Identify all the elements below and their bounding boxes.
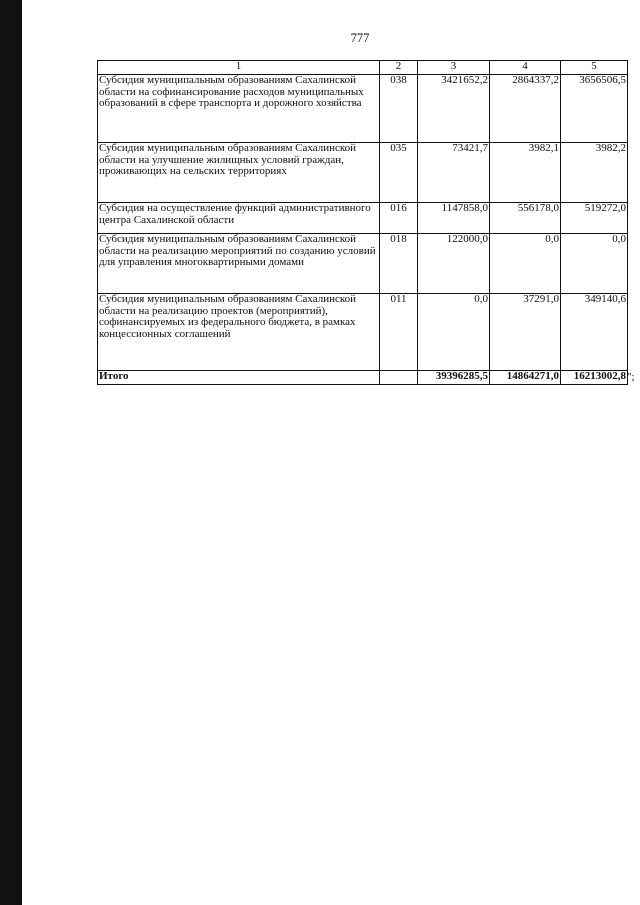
row-value-3: 3421652,2 [418, 75, 490, 143]
total-value-3: 39396285,5 [418, 371, 490, 385]
row-value-3: 122000,0 [418, 234, 490, 294]
header-col-5: 5 [561, 61, 628, 75]
row-value-4: 0,0 [490, 234, 561, 294]
table-row [98, 294, 628, 371]
row-code: 018 [380, 234, 418, 294]
row-value-5: 3982,2 [561, 143, 628, 203]
row-value-5: 3656506,5 [561, 75, 628, 143]
header-col-4: 4 [490, 61, 561, 75]
row-code: 035 [380, 143, 418, 203]
row-name: Субсидия муниципальным образованиям Сахалинской области на реализацию проектов (мероприятий), софинансируемых из федерального бюджета, в рамках концессионных соглашений [98, 294, 380, 371]
row-code: 038 [380, 75, 418, 143]
row-name: Субсидия на осуществление функций административного центра Сахалинской области [98, 203, 380, 234]
scan-edge [0, 0, 22, 905]
row-value-5: 349140,6 [561, 294, 628, 371]
subsidy-table [97, 60, 628, 385]
header-col-3: 3 [418, 61, 490, 75]
row-value-5: 519272,0 [561, 203, 628, 234]
table-row [98, 75, 628, 143]
row-value-4: 3982,1 [490, 143, 561, 203]
row-code: 011 [380, 294, 418, 371]
row-code: 016 [380, 203, 418, 234]
table-row [98, 143, 628, 203]
header-col-1: 1 [98, 61, 380, 75]
row-name: Субсидия муниципальным образованиям Сахалинской области на софинансирование расходов муниципальных образований в сфере транспорта и дорожного хозяйства [98, 75, 380, 143]
row-value-3: 1147858,0 [418, 203, 490, 234]
row-value-4: 37291,0 [490, 294, 561, 371]
table-row [98, 203, 628, 234]
total-value-4: 14864271,0 [490, 371, 561, 385]
total-code-empty [380, 371, 418, 385]
row-name: Субсидия муниципальным образованиям Сахалинской области на улучшение жилищных условий граждан, проживающих на сельских территориях [98, 143, 380, 203]
row-value-3: 0,0 [418, 294, 490, 371]
row-name: Субсидия муниципальным образованиям Сахалинской области на реализацию мероприятий по созданию условий для управления многоквартирными домами [98, 234, 380, 294]
row-value-5: 0,0 [561, 234, 628, 294]
header-col-2: 2 [380, 61, 418, 75]
total-label: Итого [98, 371, 380, 385]
row-value-4: 556178,0 [490, 203, 561, 234]
table-header-row [98, 61, 628, 75]
closing-quote-mark: "; [627, 371, 635, 383]
table-row [98, 234, 628, 294]
total-row [98, 371, 628, 385]
total-value-5: 16213002,8 [561, 371, 628, 385]
page-number: 777 [350, 31, 370, 45]
row-value-4: 2864337,2 [490, 75, 561, 143]
row-value-3: 73421,7 [418, 143, 490, 203]
